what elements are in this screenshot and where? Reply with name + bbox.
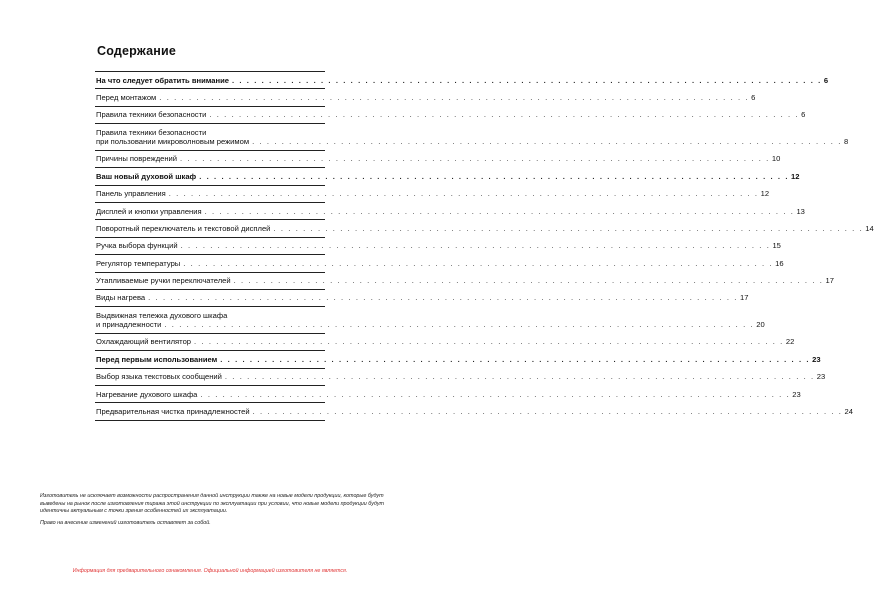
toc-page-number: 6 [751,92,756,102]
page-title: Содержание [97,44,177,58]
toc-entry[interactable] [95,403,853,420]
dot-leader: . . . . . . . . . . . . . . . . . . . . . . . . . . . . . . . . . . . . . . . . . . . . . . . . . . . . . . . . . . . . . . . . . . . . . . . . . . . . . . . . [168,189,759,199]
toc-entry[interactable] [95,107,806,124]
toc-entry-title: Перед первым использованием [96,354,218,364]
toc-entry[interactable] [95,124,849,151]
toc-page-number: 12 [791,171,800,181]
toc-page-number: 6 [801,110,806,120]
toc-entry-title: при пользовании микроволновым режимом [96,136,250,146]
toc-entry[interactable] [95,307,765,334]
toc-entry-title: Поворотный переключатель и текстовой дисплей [96,223,271,233]
dot-leader: . . . . . . . . . . . . . . . . . . . . . . . . . . . . . . . . . . . . . . . . . . . . . . . . . . . . . . . . . . . . . . . . . . . . . . . . . . . . . . . . [204,206,795,216]
toc-entry[interactable] [95,386,801,403]
dot-leader: . . . . . . . . . . . . . . . . . . . . . . . . . . . . . . . . . . . . . . . . . . . . . . . . . . . . . . . . . . . . . . . . . . . . . . . . . . . . . . . . [233,276,824,286]
dot-leader: . . . . . . . . . . . . . . . . . . . . . . . . . . . . . . . . . . . . . . . . . . . . . . . . . . . . . . . . . . . . . . . . . . . . . . . . . . . . . . . . [194,337,784,347]
toc-entry[interactable] [95,203,805,220]
dot-leader: . . . . . . . . . . . . . . . . . . . . . . . . . . . . . . . . . . . . . . . . . . . . . . . . . . . . . . . . . . . . . . . . . . . . . . . . . . . . . . . . [273,223,864,233]
toc-entry-title: Нагревание духового шкафа [96,389,198,399]
toc-entry[interactable] [95,151,781,168]
toc-page-number: 16 [775,258,784,268]
toc-entry-title: и принадлежности [96,320,162,330]
table-of-contents [95,71,874,421]
disclaimer-paragraph: Право на внесение изменений изготовитель оставляет за собой. [40,519,211,526]
toc-entry-title: Предварительная чистка принадлежностей [96,407,250,417]
dot-leader: . . . . . . . . . . . . . . . . . . . . . . . . . . . . . . . . . . . . . . . . . . . . . . . . . . . . . . . . . . . . . . . . . . . . . . . . . . . . . . . . [252,407,843,417]
dot-leader: . . . . . . . . . . . . . . . . . . . . . . . . . . . . . . . . . . . . . . . . . . . . . . . . . . . . . . . . . . . . . . . . . . . . . . . . . . . . . . . . [224,372,815,382]
toc-page-number: 17 [825,276,834,286]
toc-entry-title: Ваш новый духовой шкаф [96,171,197,181]
dot-leader: . . . . . . . . . . . . . . . . . . . . . . . . . . . . . . . . . . . . . . . . . . . . . . . . . . . . . . . . . . . . . . . . . . . . . . . . . . . . . . . . [180,154,770,164]
toc-entry-title: Утапливаемые ручки переключателей [96,276,231,286]
toc-entry[interactable] [95,72,829,89]
toc-page-number: 17 [739,293,749,303]
dot-leader: . . . . . . . . . . . . . . . . . . . . . . . . . . . . . . . . . . . . . . . . . . . . . . . . . . . . . . . . . . . . . . . . . . . . . . . . . . . . . . . . [148,293,738,303]
dot-leader: . . . . . . . . . . . . . . . . . . . . . . . . . . . . . . . . . . . . . . . . . . . . . . . . . . . . . . . . . . . . . . . . . . . . . . . . . . . . . . . . [180,241,771,251]
toc-entry[interactable] [95,290,749,307]
toc-entry-title: Выбор языка текстовых сообщений [96,372,222,382]
toc-entry-title: На что следует обратить внимание [96,75,229,85]
dot-leader: . . . . . . . . . . . . . . . . . . . . . . . . . . . . . . . . . . . . . . . . . . . . . . . . . . . . . . . . . . . . . . . . . . . . . . . . . . . . . . . . [164,320,755,330]
toc-page-number: 24 [844,407,853,417]
toc-entry[interactable] [95,168,800,185]
dot-leader: . . . . . . . . . . . . . . . . . . . . . . . . . . . . . . . . . . . . . . . . . . . . . . . . . . . . . . . . . . . . . . . . . . . . . . . . . . . . . . . . [183,258,774,268]
toc-entry[interactable] [95,186,770,203]
toc-entry-title: Перед монтажом [96,92,157,102]
toc-page-number: 15 [772,241,781,251]
toc-page-number: 10 [771,154,781,164]
toc-entry[interactable] [95,255,784,272]
dot-leader: . . . . . . . . . . . . . . . . . . . . . . . . . . . . . . . . . . . . . . . . . . . . . . . . . . . . . . . . . . . . . . . . . . . . . . . . . . . . . . . . [159,92,750,102]
toc-entry-title: Правила техники безопасности [96,110,207,120]
toc-entry-title: Панель управления [96,189,166,199]
dot-leader: . . . . . . . . . . . . . . . . . . . . . . . . . . . . . . . . . . . . . . . . . . . . . . . . . . . . . . . . . . . . . . . . . . . . . . . . . . . . . . . . [200,389,791,399]
toc-page-number: 20 [756,320,765,330]
toc-entry[interactable] [95,89,756,106]
toc-entry-title: Дисплей и кнопки управления [96,206,202,216]
disclaimer [40,493,385,531]
toc-page-number: 6 [823,75,829,85]
toc-entry-title-line: Правила техники безопасности [96,127,207,137]
dot-leader: . . . . . . . . . . . . . . . . . . . . . . . . . . . . . . . . . . . . . . . . . . . . . . . . . . . . . . . . . . . . . . . . . . . . . . . . . . . . . . . . [252,136,842,146]
toc-entry-title-line: Выдвижная тележка духового шкафа [96,310,228,320]
toc-entry-title: Ручка выбора функций [96,241,178,251]
toc-entry-title: Охлаждающий вентилятор [96,337,192,347]
toc-page-number: 23 [792,389,801,399]
toc-entry[interactable] [95,351,821,368]
toc-entry-title: Регулятор температуры [96,258,181,268]
disclaimer-paragraph: Изготовитель не исключает возможности распространения данной инструкции также на новые модели продукции, которые будут выведены на рынок после изготовления тиража этой инструкции по эксплуатации при условии, что новые модели продукции будут идентичны актуальным с точки зрения особенностей их эксплуатации. [40,493,385,515]
toc-entry[interactable] [95,220,874,237]
toc-page-number: 14 [865,223,874,233]
toc-page-number: 23 [812,354,821,364]
toc-entry-title: Причины повреждений [96,154,178,164]
dot-leader: . . . . . . . . . . . . . . . . . . . . . . . . . . . . . . . . . . . . . . . . . . . . . . . . . . . . . . . . . . . . . . . . . . . . . . . . . . . . . . . . [220,354,811,364]
toc-page-number: 12 [760,189,770,199]
toc-entry-title: Виды нагрева [96,293,146,303]
toc-entry[interactable] [95,369,826,386]
dot-leader: . . . . . . . . . . . . . . . . . . . . . . . . . . . . . . . . . . . . . . . . . . . . . . . . . . . . . . . . . . . . . . . . . . . . . . . . . . . . . . . . [199,171,790,181]
toc-page-number: 13 [796,206,805,216]
toc-entry[interactable] [95,238,781,255]
dot-leader: . . . . . . . . . . . . . . . . . . . . . . . . . . . . . . . . . . . . . . . . . . . . . . . . . . . . . . . . . . . . . . . . . . . . . . . . . . . . . . . . [231,75,822,85]
dot-leader: . . . . . . . . . . . . . . . . . . . . . . . . . . . . . . . . . . . . . . . . . . . . . . . . . . . . . . . . . . . . . . . . . . . . . . . . . . . . . . . . [209,110,800,120]
footer-note: Информация для предварительного ознакомления. Официальной информацией изготовителя не является. [72,568,348,574]
toc-page-number: 23 [816,372,826,382]
toc-entry[interactable] [95,273,834,290]
toc-entry[interactable] [95,334,795,351]
toc-page-number: 8 [843,136,849,146]
toc-page-number: 22 [785,337,795,347]
